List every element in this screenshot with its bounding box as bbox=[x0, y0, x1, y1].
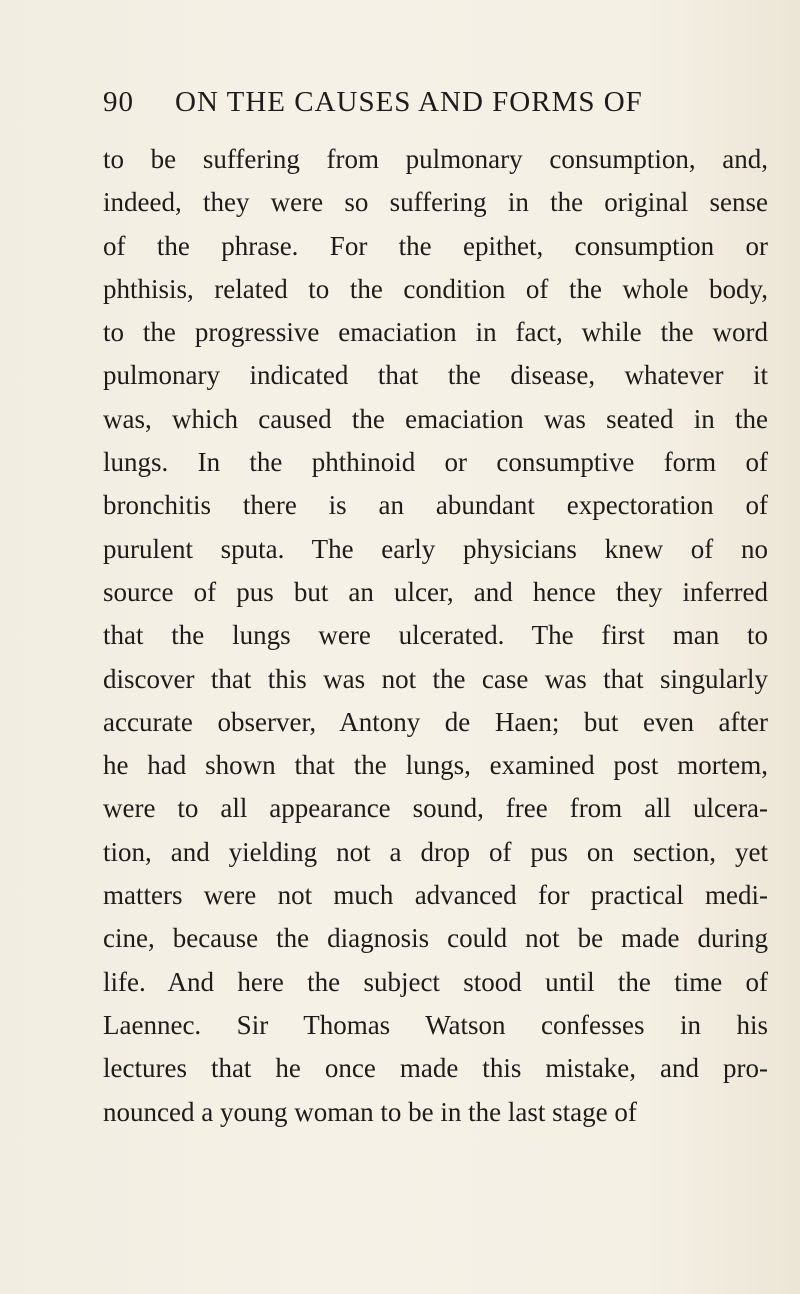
text-line: cine, because the diagnosis could not be made during bbox=[103, 923, 768, 954]
text-line: Laennec. Sir Thomas Watson confesses in his bbox=[103, 1009, 768, 1040]
text-line: indeed, they were so suffering in the original sense bbox=[103, 187, 768, 218]
body-text bbox=[103, 138, 768, 1134]
text-line: nounced a young woman to be in the last stage of bbox=[103, 1096, 637, 1127]
text-line: life. And here the subject stood until the time of bbox=[103, 966, 768, 997]
text-line: he had shown that the lungs, examined post mortem, bbox=[103, 750, 768, 781]
page-number: 90 bbox=[103, 86, 134, 118]
text-line: bronchitis there is an abundant expectoration of bbox=[103, 490, 768, 521]
text-line: to the progressive emaciation in fact, while the word bbox=[103, 317, 768, 348]
text-line: matters were not much advanced for practical medi- bbox=[103, 880, 768, 911]
text-line: of the phrase. For the epithet, consumption or bbox=[103, 230, 768, 261]
text-line: accurate observer, Antony de Haen; but even after bbox=[103, 706, 768, 737]
text-line: tion, and yielding not a drop of pus on section, yet bbox=[103, 836, 768, 867]
text-line: source of pus but an ulcer, and hence they inferred bbox=[103, 576, 768, 607]
text-line: phthisis, related to the condition of the whole body, bbox=[103, 273, 768, 304]
text-line: were to all appearance sound, free from all ulcera- bbox=[103, 793, 768, 824]
text-line: that the lungs were ulcerated. The first man to bbox=[103, 620, 768, 651]
text-line: lectures that he once made this mistake, and pro- bbox=[103, 1053, 768, 1084]
text-line: purulent sputa. The early physicians knew of no bbox=[103, 533, 768, 564]
text-line: discover that this was not the case was that singularly bbox=[103, 663, 768, 694]
text-line: to be suffering from pulmonary consumption, and, bbox=[103, 144, 768, 174]
running-head bbox=[103, 80, 708, 124]
text-line: pulmonary indicated that the disease, whatever it bbox=[103, 360, 768, 391]
running-title: ON THE CAUSES AND FORMS OF bbox=[175, 86, 643, 118]
text-line: lungs. In the phthinoid or consumptive form of bbox=[103, 447, 768, 478]
text-line: was, which caused the emaciation was seated in the bbox=[103, 403, 768, 434]
